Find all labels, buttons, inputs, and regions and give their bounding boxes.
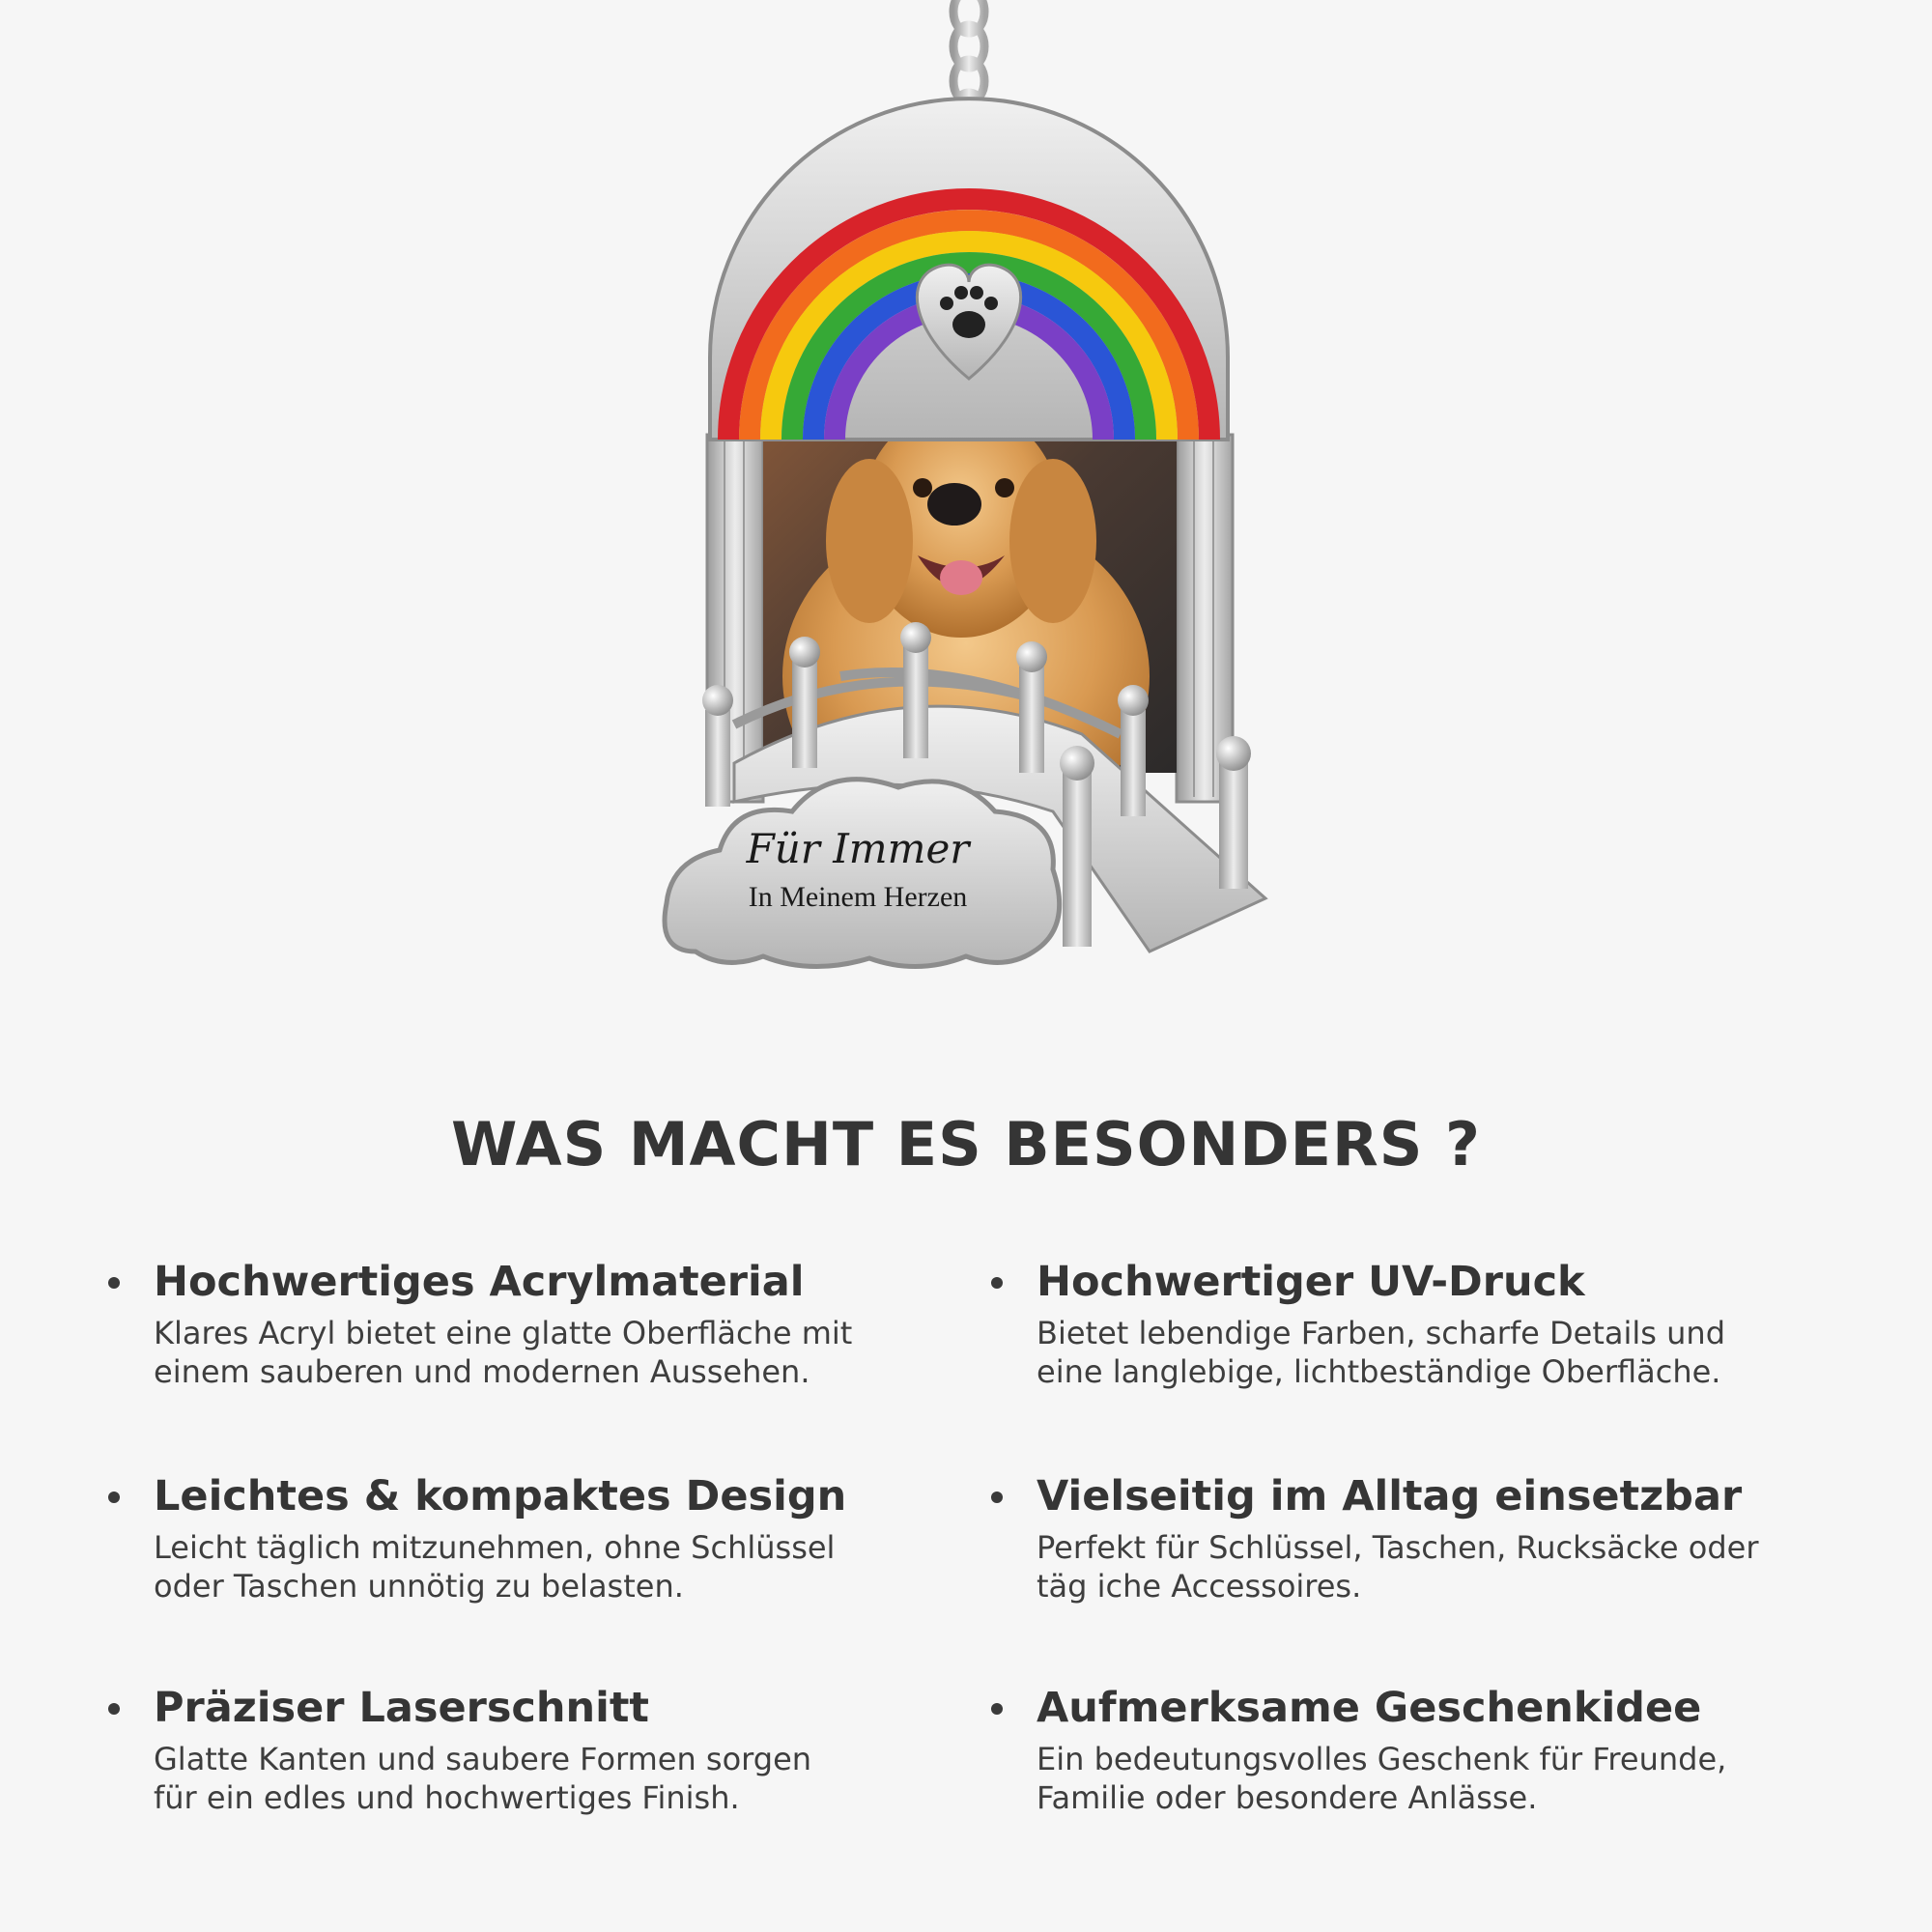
feature-description: Bietet lebendige Farben, scharfe Details und eine langlebige, lichtbeständige Oberfläche.: [1037, 1315, 1725, 1390]
feature-description: Glatte Kanten und saubere Formen sorgen für ein edles und hochwertiges Finish.: [154, 1741, 812, 1816]
feature-title: Aufmerksame Geschenkidee: [1037, 1684, 1702, 1732]
bullet-icon: [108, 1703, 120, 1715]
feature-title: Hochwertiges Acrylmaterial: [154, 1258, 805, 1306]
engraving-line2: In Meinem Herzen: [748, 881, 968, 913]
feature-description: Leicht täglich mitzunehmen, ohne Schlüssel oder Taschen unnötig zu belasten.: [154, 1529, 836, 1605]
bullet-icon: [991, 1703, 1003, 1715]
feature-item: [991, 1470, 1793, 1605]
bullet-icon: [991, 1492, 1003, 1503]
feature-title: Leichtes & kompaktes Design: [154, 1472, 847, 1520]
feature-description: Perfekt für Schlüssel, Taschen, Rucksäcke oder täg iche Accessoires.: [1037, 1529, 1759, 1605]
feature-title: Präziser Laserschnitt: [154, 1684, 649, 1732]
rainbow-arch: [710, 99, 1228, 440]
feature-title: Vielseitig im Alltag einsetzbar: [1037, 1472, 1743, 1520]
feature-item: [991, 1682, 1793, 1817]
feature-item: [108, 1682, 910, 1817]
feature-item: [108, 1256, 910, 1391]
engraving-line1: Für Immer: [746, 825, 970, 872]
bullet-icon: [108, 1492, 120, 1503]
cloud-plaque: [665, 780, 1060, 967]
bullet-icon: [108, 1277, 120, 1289]
feature-title: Hochwertiger UV-Druck: [1037, 1258, 1585, 1306]
feature-item: [991, 1256, 1793, 1391]
feature-description: Ein bedeutungsvolles Geschenk für Freunde, Familie oder besondere Anlässe.: [1037, 1741, 1727, 1816]
bullet-icon: [991, 1277, 1003, 1289]
feature-item: [108, 1470, 910, 1605]
section-headline: WAS MACHT ES BESONDERS ?: [451, 1109, 1481, 1179]
feature-description: Klares Acryl bietet eine glatte Oberfläche mit einem sauberen und modernen Aussehen.: [154, 1315, 853, 1390]
